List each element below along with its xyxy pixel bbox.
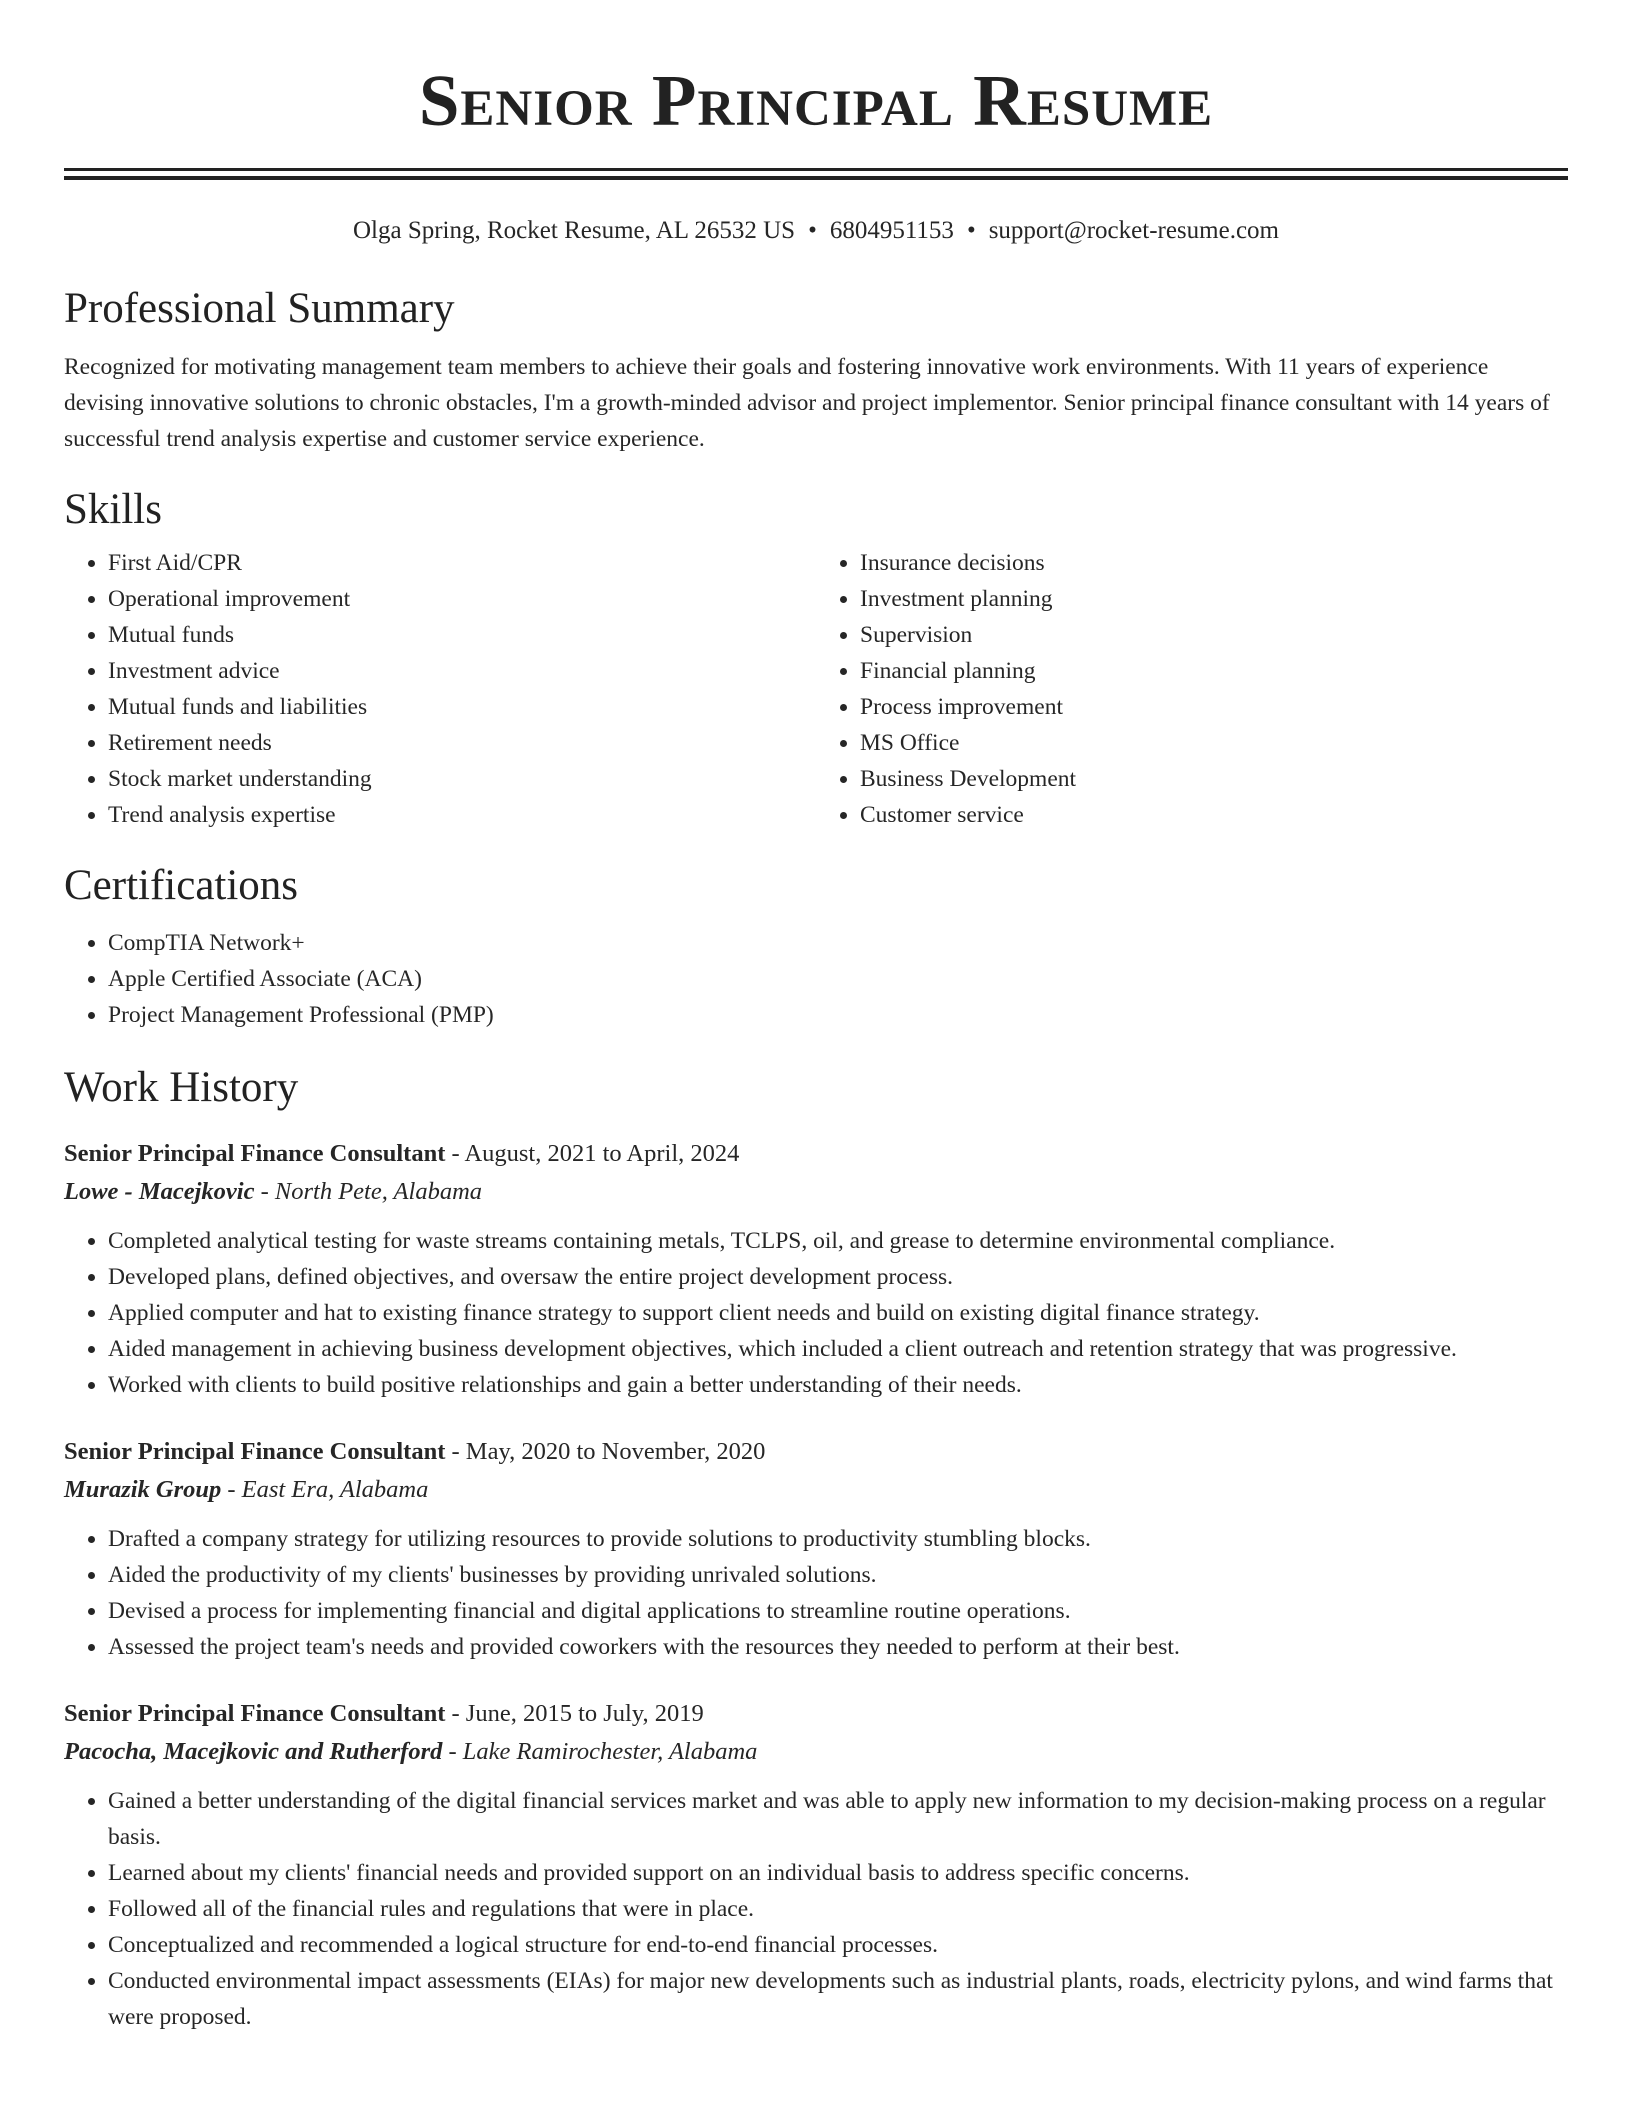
contact-email: support@rocket-resume.com <box>988 217 1279 244</box>
employer-line <box>64 1733 1568 1771</box>
job-entry <box>64 1135 1568 1403</box>
section-heading-work-history: Work History <box>64 1064 299 1111</box>
job-duties-list <box>64 1783 1568 2035</box>
skill-item: • Stock market understanding <box>108 761 816 797</box>
job-entry <box>64 1695 1568 2035</box>
duty-item: • Learned about my clients' financial needs and provided support on an individual basis to address specific concerns. <box>108 1855 1568 1891</box>
employer-name: Lowe - Macejkovic <box>64 1178 255 1205</box>
title-divider <box>64 168 1568 180</box>
employer-location: - North Pete, Alabama <box>254 1178 483 1205</box>
duty-item: • Worked with clients to build positive relationships and gain a better understanding of their needs. <box>108 1367 1568 1403</box>
job-dates: - June, 2015 to July, 2019 <box>445 1700 704 1727</box>
job-entry <box>64 1433 1568 1665</box>
section-heading-certifications: Certifications <box>64 862 299 909</box>
employer-location: - Lake Ramirochester, Alabama <box>442 1738 758 1765</box>
employer-line <box>64 1173 1568 1211</box>
skill-item: • Financial planning <box>860 653 1568 689</box>
duty-item: • Conducted environmental impact assessments (EIAs) for major new developments such as industrial plants, roads, electricity pylons, and wind farms that were proposed. <box>108 1963 1568 2035</box>
skill-item: • Retirement needs <box>108 725 816 761</box>
duty-item: • Followed all of the financial rules and regulations that were in place. <box>108 1891 1568 1927</box>
duty-item: • Aided the productivity of my clients' businesses by providing unrivaled solutions. <box>108 1557 1568 1593</box>
employer-name: Murazik Group <box>64 1476 222 1503</box>
duty-item: • Conceptualized and recommended a logical structure for end-to-end financial processes. <box>108 1927 1568 1963</box>
summary-text: Recognized for motivating management team members to achieve their goals and fostering innovative work environments. With 11 years of experience devising innovative solutions to chronic obstacles, I'm a growth-minded advisor and project implementor. Senior principal finance consultant with 14 years of successful trend analysis expertise and customer service experience. <box>64 354 1550 452</box>
skills-list-left <box>64 545 816 833</box>
job-header <box>64 1695 1568 1733</box>
contact-separator: • <box>966 217 976 244</box>
skill-item: • MS Office <box>860 725 1568 761</box>
skill-item: • Investment advice <box>108 653 816 689</box>
skill-item: • Supervision <box>860 617 1568 653</box>
certification-item: • CompTIA Network+ <box>108 925 1568 961</box>
duty-item: • Drafted a company strategy for utilizing resources to provide solutions to productivity stumbling blocks. <box>108 1521 1568 1557</box>
contact-separator: • <box>808 217 817 244</box>
section-heading-skills: Skills <box>64 486 162 533</box>
certification-item: • Project Management Professional (PMP) <box>108 997 1568 1033</box>
employer-location: - East Era, Alabama <box>221 1476 429 1503</box>
contact-line <box>64 216 1568 246</box>
skill-item: • Trend analysis expertise <box>108 797 816 833</box>
skill-item: • Operational improvement <box>108 581 816 617</box>
duty-item: • Developed plans, defined objectives, and oversaw the entire project development process. <box>108 1259 1568 1295</box>
skills-list-right <box>816 545 1568 833</box>
work-history-list <box>64 1135 1568 2035</box>
skill-item: • Investment planning <box>860 581 1568 617</box>
skill-item: • First Aid/CPR <box>108 545 816 581</box>
job-duties-list <box>64 1521 1568 1665</box>
certifications-list <box>64 925 1568 1033</box>
duty-item: • Assessed the project team's needs and provided coworkers with the resources they needed to perform at their best. <box>108 1629 1568 1665</box>
employer-name: Pacocha, Macejkovic and Rutherford <box>64 1738 443 1765</box>
skill-item: • Customer service <box>860 797 1568 833</box>
duty-item: • Aided management in achieving business development objectives, which included a client outreach and retention strategy that was progressive. <box>108 1331 1568 1367</box>
job-dates: - August, 2021 to April, 2024 <box>445 1140 740 1167</box>
job-header <box>64 1433 1568 1471</box>
duty-item: • Completed analytical testing for waste streams containing metals, TCLPS, oil, and grease to determine environmental compliance. <box>108 1223 1568 1259</box>
job-dates: - May, 2020 to November, 2020 <box>445 1438 766 1465</box>
job-title: Senior Principal Finance Consultant <box>64 1700 446 1727</box>
skill-item: • Insurance decisions <box>860 545 1568 581</box>
duty-item: • Applied computer and hat to existing finance strategy to support client needs and build on existing digital finance strategy. <box>108 1295 1568 1331</box>
job-header <box>64 1135 1568 1173</box>
skills-columns <box>64 545 1568 833</box>
contact-address: Olga Spring, Rocket Resume, AL 26532 US <box>352 217 796 244</box>
duty-item: • Gained a better understanding of the digital financial services market and was able to apply new information to my decision-making process on a regular basis. <box>108 1783 1568 1855</box>
skill-item: • Mutual funds <box>108 617 816 653</box>
job-title: Senior Principal Finance Consultant <box>64 1140 446 1167</box>
section-heading-summary: Professional Summary <box>64 285 455 332</box>
contact-phone: 6804951153 <box>829 217 954 244</box>
employer-line <box>64 1471 1568 1509</box>
job-title: Senior Principal Finance Consultant <box>64 1438 446 1465</box>
skill-item: • Process improvement <box>860 689 1568 725</box>
skill-item: • Mutual funds and liabilities <box>108 689 816 725</box>
certification-item: • Apple Certified Associate (ACA) <box>108 961 1568 997</box>
skill-item: • Business Development <box>860 761 1568 797</box>
job-duties-list <box>64 1223 1568 1403</box>
resume-title: Senior Principal Resume <box>418 60 1214 141</box>
duty-item: • Devised a process for implementing financial and digital applications to streamline routine operations. <box>108 1593 1568 1629</box>
